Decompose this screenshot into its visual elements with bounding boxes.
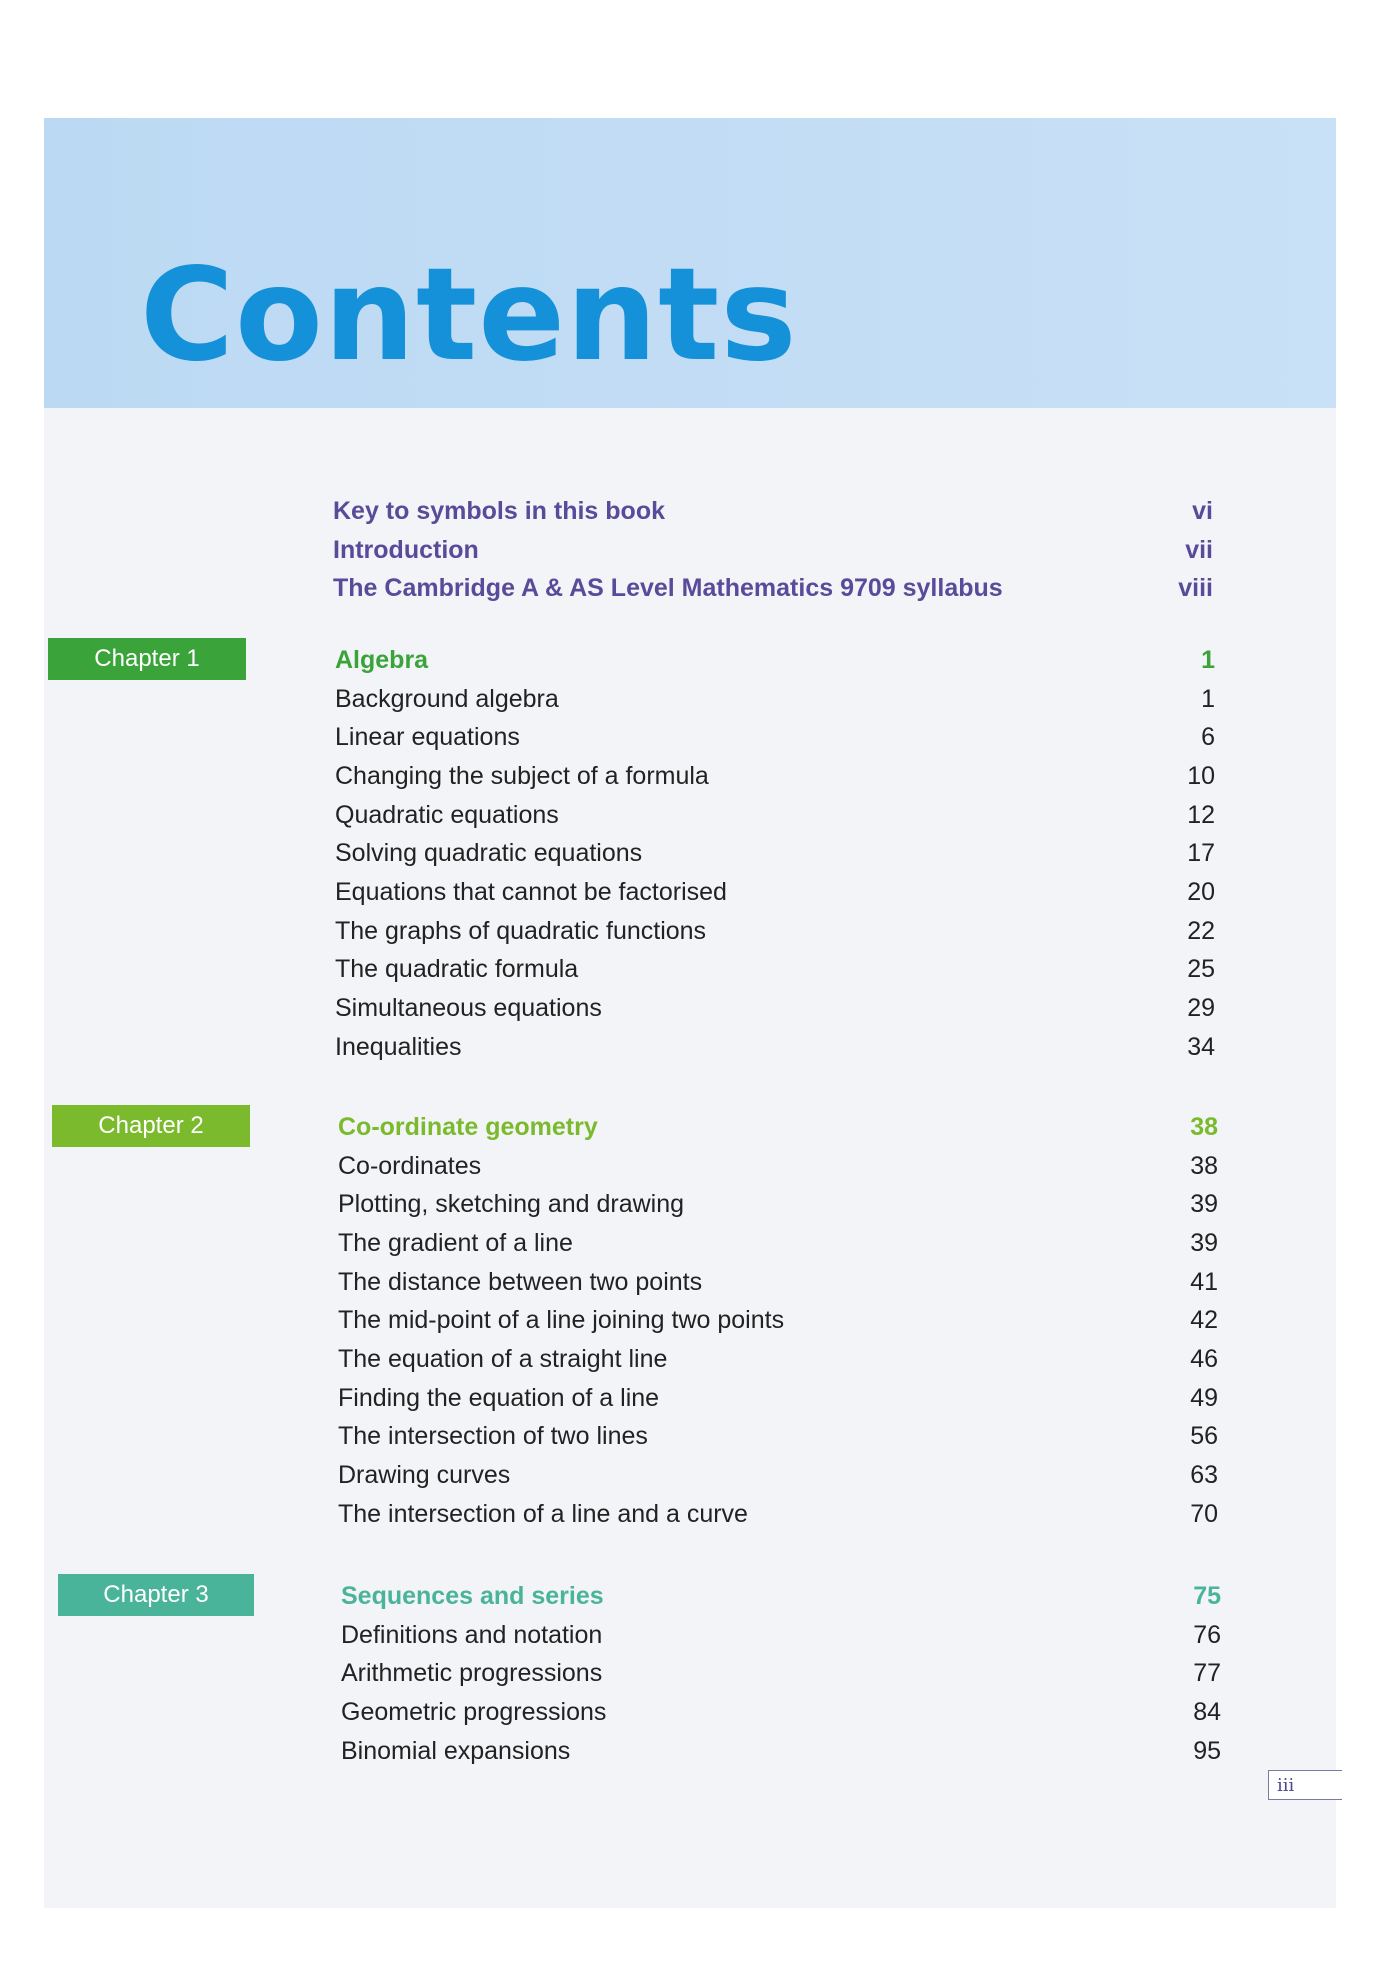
toc-page: 38: [1190, 1151, 1218, 1180]
toc-row-front[interactable]: [333, 492, 1213, 531]
toc-page: 95: [1193, 1736, 1221, 1765]
toc-label: The distance between two points: [338, 1267, 703, 1296]
toc-page: viii: [1178, 574, 1213, 603]
toc-row[interactable]: [335, 796, 1215, 835]
toc-label: Co-ordinate geometry: [338, 1112, 598, 1141]
toc-page: 29: [1187, 994, 1215, 1023]
toc-row[interactable]: [341, 1616, 1221, 1655]
toc-label: Background algebra: [335, 684, 559, 713]
toc-label: Changing the subject of a formula: [335, 761, 709, 790]
toc-label: The Cambridge A & AS Level Mathematics 9709 syllabus: [333, 574, 1003, 603]
toc-row[interactable]: [335, 951, 1215, 990]
toc-page: 46: [1190, 1344, 1218, 1373]
toc-label: Algebra: [335, 645, 429, 674]
toc-page: 39: [1190, 1228, 1218, 1257]
toc-page: 6: [1201, 723, 1215, 752]
toc-row[interactable]: [341, 1654, 1221, 1693]
toc-label: Inequalities: [335, 1032, 462, 1061]
toc-page: 22: [1187, 916, 1215, 945]
toc-page: 17: [1187, 839, 1215, 868]
toc-label: Arithmetic progressions: [341, 1659, 603, 1688]
toc-row[interactable]: [338, 1456, 1218, 1495]
toc-row[interactable]: [341, 1693, 1221, 1732]
toc-label: The quadratic formula: [335, 955, 579, 984]
toc-row[interactable]: [335, 834, 1215, 873]
toc-page: 76: [1193, 1620, 1221, 1649]
toc-page: 10: [1187, 761, 1215, 790]
toc-row-front[interactable]: [333, 531, 1213, 570]
toc-page: 1: [1201, 684, 1215, 713]
toc-page: 63: [1190, 1461, 1218, 1490]
toc-row[interactable]: [338, 1418, 1218, 1457]
toc-page: 84: [1193, 1697, 1221, 1726]
toc-row[interactable]: [338, 1224, 1218, 1263]
toc-row[interactable]: [335, 757, 1215, 796]
toc-label: The intersection of a line and a curve: [338, 1499, 748, 1528]
toc-row[interactable]: [341, 1732, 1221, 1771]
toc-page: vii: [1185, 535, 1213, 564]
toc-row[interactable]: [338, 1495, 1218, 1534]
chapter-heading[interactable]: [341, 1577, 1221, 1616]
toc-label: Linear equations: [335, 723, 520, 752]
toc-label: Solving quadratic equations: [335, 839, 643, 868]
chapter-heading[interactable]: [335, 641, 1215, 680]
toc-page: 38: [1190, 1112, 1218, 1141]
front-matter-list: [333, 492, 1213, 608]
toc-row[interactable]: [335, 1028, 1215, 1067]
toc-page: 25: [1187, 955, 1215, 984]
toc-row[interactable]: [335, 912, 1215, 951]
toc-row[interactable]: [338, 1147, 1218, 1186]
toc-label: Key to symbols in this book: [333, 496, 665, 525]
toc-row[interactable]: [335, 989, 1215, 1028]
toc-row[interactable]: [335, 718, 1215, 757]
chapter-tab-2[interactable]: Chapter 2: [52, 1105, 250, 1147]
toc-page: 42: [1190, 1306, 1218, 1335]
toc-page: 56: [1190, 1422, 1218, 1451]
toc-label: Drawing curves: [338, 1461, 511, 1490]
toc-row[interactable]: [338, 1185, 1218, 1224]
toc-page: 20: [1187, 877, 1215, 906]
toc-label: Plotting, sketching and drawing: [338, 1190, 685, 1219]
toc-label: The graphs of quadratic functions: [335, 916, 707, 945]
toc-row[interactable]: [338, 1379, 1218, 1418]
toc-label: The mid-point of a line joining two points: [338, 1306, 785, 1335]
toc-row[interactable]: [338, 1263, 1218, 1302]
toc-label: The equation of a straight line: [338, 1344, 668, 1373]
toc-page: 77: [1193, 1659, 1221, 1688]
toc-label: The gradient of a line: [338, 1228, 573, 1257]
chapter-1-section: [335, 641, 1215, 1067]
chapter-3-section: [341, 1577, 1221, 1770]
chapter-tab-3[interactable]: Chapter 3: [58, 1574, 254, 1616]
toc-page: 39: [1190, 1190, 1218, 1219]
toc-page: 1: [1201, 645, 1215, 674]
chapter-heading[interactable]: [338, 1108, 1218, 1147]
toc-label: Finding the equation of a line: [338, 1383, 660, 1412]
toc-page: 49: [1190, 1383, 1218, 1412]
page-number: iii: [1268, 1770, 1342, 1800]
toc-row[interactable]: [335, 873, 1215, 912]
chapter-2-section: [338, 1108, 1218, 1534]
toc-label: The intersection of two lines: [338, 1422, 648, 1451]
toc-row[interactable]: [338, 1301, 1218, 1340]
chapter-tab-1[interactable]: Chapter 1: [48, 638, 246, 680]
toc-page: 34: [1187, 1032, 1215, 1061]
toc-label: Geometric progressions: [341, 1697, 607, 1726]
toc-page: 12: [1187, 800, 1215, 829]
toc-label: Simultaneous equations: [335, 994, 602, 1023]
toc-row[interactable]: [338, 1340, 1218, 1379]
toc-label: Definitions and notation: [341, 1620, 603, 1649]
toc-label: Co-ordinates: [338, 1151, 482, 1180]
toc-row[interactable]: [335, 680, 1215, 719]
toc-label: Sequences and series: [341, 1581, 604, 1610]
toc-label: Introduction: [333, 535, 479, 564]
toc-row-front[interactable]: [333, 569, 1213, 608]
toc-page: 70: [1190, 1499, 1218, 1528]
page-title: Contents: [140, 241, 798, 390]
toc-page: 75: [1193, 1581, 1221, 1610]
toc-page: vi: [1192, 496, 1213, 525]
toc-label: Binomial expansions: [341, 1736, 571, 1765]
toc-label: Equations that cannot be factorised: [335, 877, 727, 906]
toc-page: 41: [1190, 1267, 1218, 1296]
toc-label: Quadratic equations: [335, 800, 559, 829]
